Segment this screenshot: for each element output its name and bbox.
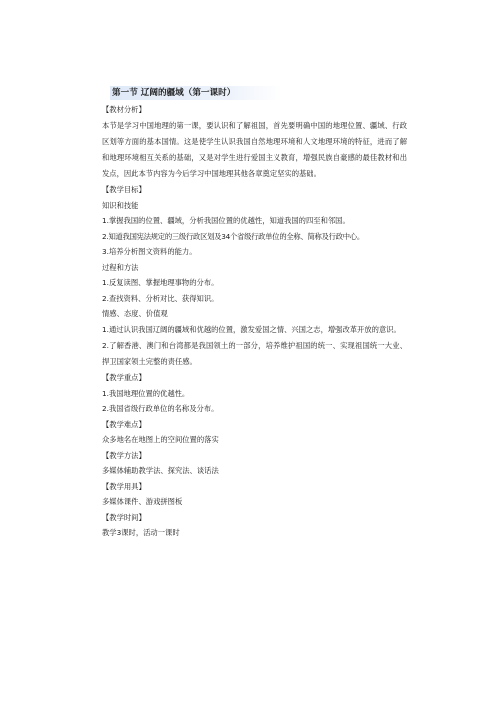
key-heading: 【教学重点】	[102, 373, 146, 383]
process-label: 过程和方法	[102, 262, 139, 272]
emotion-item-2: 2.了解香港、澳门和台湾都是我国领土的一部分，培养维护祖国的统一、实现祖国统一大业、捍卫国家领土完整的责任感。	[102, 341, 407, 367]
knowledge-item-3: 3.培养分析图文资料的能力。	[102, 247, 197, 257]
process-item-1: 1.反复读图、掌握地理事物的分布。	[102, 278, 219, 288]
method-text: 多媒体辅助教学法、探究法、谈话法	[102, 466, 219, 476]
knowledge-item-2: 2.知道我国宪法规定的三级行政区划及34个省级行政单位的全称、简称及行政中心。	[102, 231, 364, 241]
knowledge-item-1: 1.掌握我国的位置、疆域，分析我国位置的优越性，知道我国的四至和邻国。	[102, 216, 350, 226]
tools-text: 多媒体课件、游戏拼图板	[102, 497, 183, 507]
analysis-heading: 【教材分析】	[102, 105, 146, 114]
time-text: 教学3课时，活动一课时	[102, 528, 180, 538]
key-item-1: 1.我国地理位置的优越性。	[102, 388, 190, 398]
tools-heading: 【教学用具】	[102, 481, 146, 491]
method-heading: 【教学方法】	[102, 450, 146, 460]
lesson-title: 第一节 辽阔的疆域（第一课时）	[110, 86, 282, 100]
process-item-2: 2.查找资料、分析对比、获得知识。	[102, 293, 219, 303]
goals-heading: 【教学目标】	[102, 185, 146, 195]
analysis-paragraph: 本节是学习中国地理的第一课，要认识和了解祖国，首先要明确中国的地理位置、疆域、行政区划等方面的基本国情。这是使学生认识我国自然地理环境和人文地理环境的特征，进而了解和地理环境相互关系的基础，又是对学生进行爱国主义教育，增强民族自豪感的最佳教材和出发点，因此本节内容为今后学习中国地理其他各章奠定坚实的基础。	[102, 120, 407, 179]
emotion-label: 情感、态度、价值观	[102, 309, 168, 319]
difficulty-heading: 【教学难点】	[102, 419, 146, 429]
key-item-2: 2.我国省级行政单位的名称及分布。	[102, 404, 219, 414]
knowledge-label: 知识和技能	[102, 200, 139, 210]
difficulty-text: 众多地名在地图上的空间位置的落实	[102, 435, 219, 445]
time-heading: 【教学时间】	[102, 512, 146, 522]
emotion-item-1: 1.通过认识我国辽阔的疆域和优越的位置，激发爱国之情、兴国之志，增强改革开放的意识。	[102, 324, 401, 334]
document-page	[102, 86, 407, 541]
